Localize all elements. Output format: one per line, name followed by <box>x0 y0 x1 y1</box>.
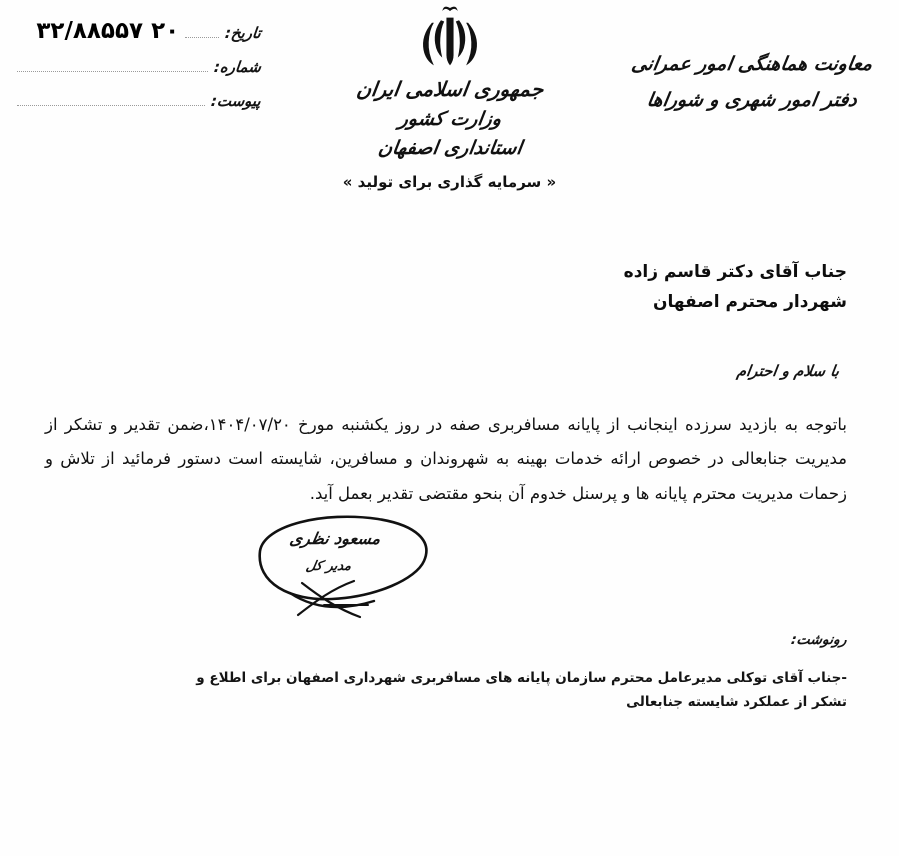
signature-title: مدیر کل <box>304 559 353 574</box>
signature-name: مسعود نظری <box>288 529 383 548</box>
letterhead-line-governorate: استانداری اصفهان <box>376 137 523 160</box>
addressee-title: شهردار محترم اصفهان <box>652 291 847 312</box>
registry-row-attachment <box>11 76 261 110</box>
iran-national-emblem <box>417 6 483 68</box>
addressee-name: جناب آقای دکتر قاسم زاده <box>623 262 847 282</box>
cc-list <box>160 666 847 715</box>
registry-row-number <box>11 42 261 76</box>
salutation: با سلام و احترام <box>735 362 841 380</box>
attachment-dotted-rule <box>17 94 205 106</box>
date-dotted-rule <box>185 26 219 38</box>
letter-body <box>45 408 847 511</box>
letterhead-slogan: « سرمایه گذاری برای تولید » <box>342 172 557 191</box>
addressee-block <box>624 258 847 318</box>
letterhead-line-country: جمهوری اسلامی ایران <box>354 77 545 101</box>
registry-row-date <box>11 8 261 42</box>
signature-block <box>228 505 458 623</box>
attachment-label: پیوست: <box>210 92 262 110</box>
department-line-deputy: معاونت هماهنگی امور عمرانی <box>629 53 875 75</box>
department-line-office: دفتر امور شهری و شوراها <box>645 89 859 112</box>
letterhead <box>300 6 600 191</box>
number-label: شماره: <box>213 58 262 76</box>
date-label: تاریخ: <box>224 24 262 42</box>
date-value: ۲۰ ۳۲/۸۸۵۵۷ <box>36 18 180 44</box>
cc-heading: رونوشت: <box>790 632 849 648</box>
number-dotted-rule <box>17 60 208 72</box>
cc-item: -جناب آقای توکلی مدیرعامل محترم سازمان پایانه های مسافربری شهرداری اصفهان برای اطلاع و تشکر از عملکرد شایسته جنابعالی <box>196 670 847 711</box>
registry-block <box>11 8 261 110</box>
letterhead-line-ministry: وزارت کشور <box>396 108 503 130</box>
department-heading <box>627 46 877 118</box>
body-paragraph: باتوجه به بازدید سرزده اینجانب از پایانه مسافربری صفه در روز یکشنبه مورخ ۱۴۰۴/۰۷/۲۰،ضمن تقدیر و تشکر از مدیریت جنابعالی در خصوص ارائه خدمات بهینه به شهروندان و مسافرین، شایسته است دستور فرمائید از تلاش و زحمات مدیریت محترم پایانه ها و پرسنل خدوم آن بنحو مقتضی تقدیر بعمل آید. <box>45 415 847 503</box>
